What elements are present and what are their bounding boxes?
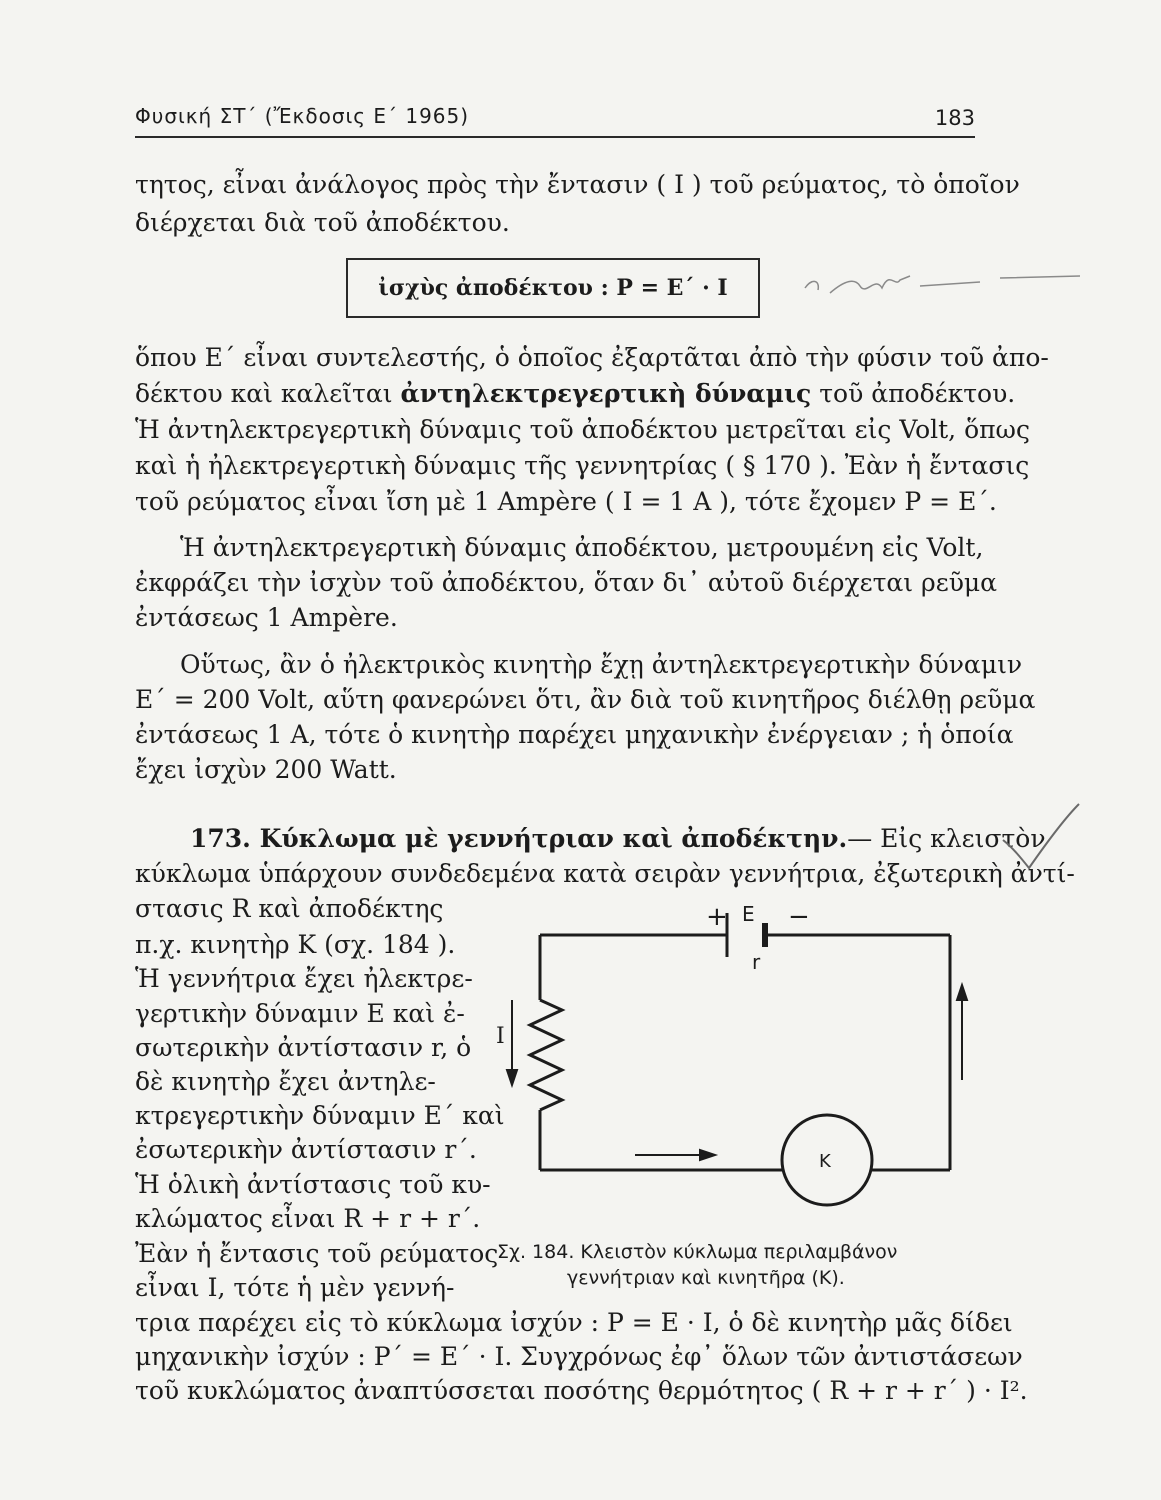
- text-line: ἐντάσεως 1 A, τότε ὁ κινητὴρ παρέχει μηχανικὴν ἐνέργειαν ; ἡ ὁποία: [135, 720, 1014, 749]
- text-line: εἶναι I, τότε ἡ μὲν γεννή-: [135, 1273, 455, 1302]
- running-header: [135, 100, 975, 136]
- text-line: Ἡ γεννήτρια ἔχει ἠλεκτρε-: [135, 964, 473, 993]
- section-title: 173. Κύκλωμα μὲ γεννήτριαν καὶ ἀποδέκτην.: [190, 824, 848, 853]
- text-line: ἔχει ἰσχὺν 200 Watt.: [135, 755, 397, 784]
- circuit-diagram: [490, 895, 980, 1225]
- resistor-zigzag: [530, 1000, 562, 1110]
- label-minus: −: [788, 902, 810, 932]
- text-line: Ἐὰν ἡ ἔντασις τοῦ ρεύματος: [135, 1239, 499, 1268]
- pencil-scribble: [800, 258, 1090, 318]
- current-arrowhead-left: [507, 1070, 517, 1085]
- text-line: ἐντάσεως 1 Ampère.: [135, 603, 398, 632]
- figure-caption: [497, 1240, 977, 1291]
- text-span: τοῦ ἀποδέκτου.: [811, 379, 1016, 408]
- text-line: σωτερικὴν ἀντίστασιν r, ὁ: [135, 1033, 472, 1062]
- text-line: Ἡ ἀντηλεκτρεγερτικὴ δύναμις τοῦ ἀποδέκτου μετρεῖται εἰς Volt, ὅπως: [135, 415, 1030, 444]
- label-K: K: [819, 1151, 831, 1172]
- text-span: δέκτου καὶ καλεῖται: [135, 379, 401, 408]
- caption-line-1: Σχ. 184. Κλειστὸν κύκλωμα περιλαμβάνον: [497, 1241, 898, 1263]
- page-number: 183: [934, 106, 975, 130]
- text-line: E΄ = 200 Volt, αὕτη φανερώνει ὅτι, ἂν διὰ τοῦ κινητῆρος διέλθῃ ρεῦμα: [135, 685, 1036, 714]
- current-arrowhead-right: [957, 985, 967, 1000]
- current-arrowhead-bottom: [700, 1150, 715, 1160]
- text-line: διέρχεται διὰ τοῦ ἀποδέκτου.: [135, 208, 510, 237]
- text-line: ἐσωτερικὴν ἀντίστασιν r΄.: [135, 1135, 477, 1164]
- caption-line-2: γεννήτριαν καὶ κινητῆρα (K).: [567, 1266, 845, 1289]
- text-line: ἐκφράζει τὴν ἰσχὺν τοῦ ἀποδέκτου, ὅταν δι᾽ αὐτοῦ διέρχεται ρεῦμα: [135, 568, 998, 597]
- formula-box: [346, 258, 760, 318]
- text-line: π.χ. κινητὴρ K (σχ. 184 ).: [135, 930, 456, 959]
- text-line: τρια παρέχει εἰς τὸ κύκλωμα ἰσχύν : P = E · I, ὁ δὲ κινητὴρ μᾶς δίδει: [135, 1308, 1013, 1337]
- text-line: γερτικὴν δύναμιν E καὶ ἐ-: [135, 999, 465, 1028]
- header-rule: [135, 136, 975, 138]
- text-line: μηχανικὴν ἰσχύν : P΄ = E΄ · I. Συγχρόνως ἐφ᾽ ὅλων τῶν ἀντιστάσεων: [135, 1342, 1023, 1371]
- term-bold: ἀντηλεκτρεγερτικὴ δύναμις: [400, 379, 812, 408]
- text-line: κτρεγερτικὴν δύναμιν E΄ καὶ: [135, 1101, 505, 1130]
- text-line: Ἡ ὁλικὴ ἀντίστασις τοῦ κυ-: [135, 1170, 491, 1199]
- text-line: κλώματος εἶναι R + r + r΄.: [135, 1204, 481, 1233]
- text-line: ὅπου E΄ εἶναι συντελεστής, ὁ ὁποῖος ἐξαρτᾶται ἀπὸ τὴν φύσιν τοῦ ἀπο-: [135, 343, 1049, 372]
- label-r: r: [752, 950, 761, 974]
- text-line: στασις R καὶ ἀποδέκτης: [135, 894, 444, 923]
- text-line: τοῦ ρεύματος εἶναι ἴση μὲ 1 Ampère ( I = 1 A ), τότε ἔχομεν P = E΄.: [135, 487, 997, 516]
- header-title: Φυσική ΣΤ΄ (Ἔκδοσις Ε΄ 1965): [135, 104, 470, 128]
- pencil-checkmark: [995, 800, 1085, 880]
- text-span: — Εἰς κλειστὸν: [847, 824, 1046, 853]
- text-line: [135, 379, 1016, 408]
- label-E: E: [742, 902, 755, 926]
- text-line: καὶ ἡ ἠλεκτρεγερτικὴ δύναμις τῆς γεννητρίας ( § 170 ). Ἐὰν ἡ ἔντασις: [135, 451, 1030, 480]
- text-line: τοῦ κυκλώματος ἀναπτύσσεται ποσότης θερμότητος ( R + r + r΄ ) · I².: [135, 1376, 1028, 1405]
- formula-text: ἰσχὺς ἀποδέκτου : P = E΄ · I: [378, 275, 728, 301]
- text-line: Οὕτως, ἂν ὁ ἠλεκτρικὸς κινητὴρ ἔχῃ ἀντηλεκτρεγερτικὴν δύναμιν: [180, 650, 1023, 679]
- text-line: δὲ κινητὴρ ἔχει ἀντηλε-: [135, 1067, 436, 1096]
- text-line: τητος, εἶναι ἀνάλογος πρὸς τὴν ἔντασιν ( I ) τοῦ ρεύματος, τὸ ὁποῖον: [135, 170, 1020, 199]
- label-plus: +: [706, 902, 728, 932]
- text-line: Ἡ ἀντηλεκτρεγερτικὴ δύναμις ἀποδέκτου, μετρουμένη εἰς Volt,: [180, 533, 984, 562]
- section-heading-line: [190, 824, 1046, 853]
- text-line: κύκλωμα ὑπάρχουν συνδεδεμένα κατὰ σειρὰν γεννήτρια, ἐξωτερικὴ ἀντί-: [135, 859, 1075, 888]
- label-I: I: [496, 1024, 505, 1049]
